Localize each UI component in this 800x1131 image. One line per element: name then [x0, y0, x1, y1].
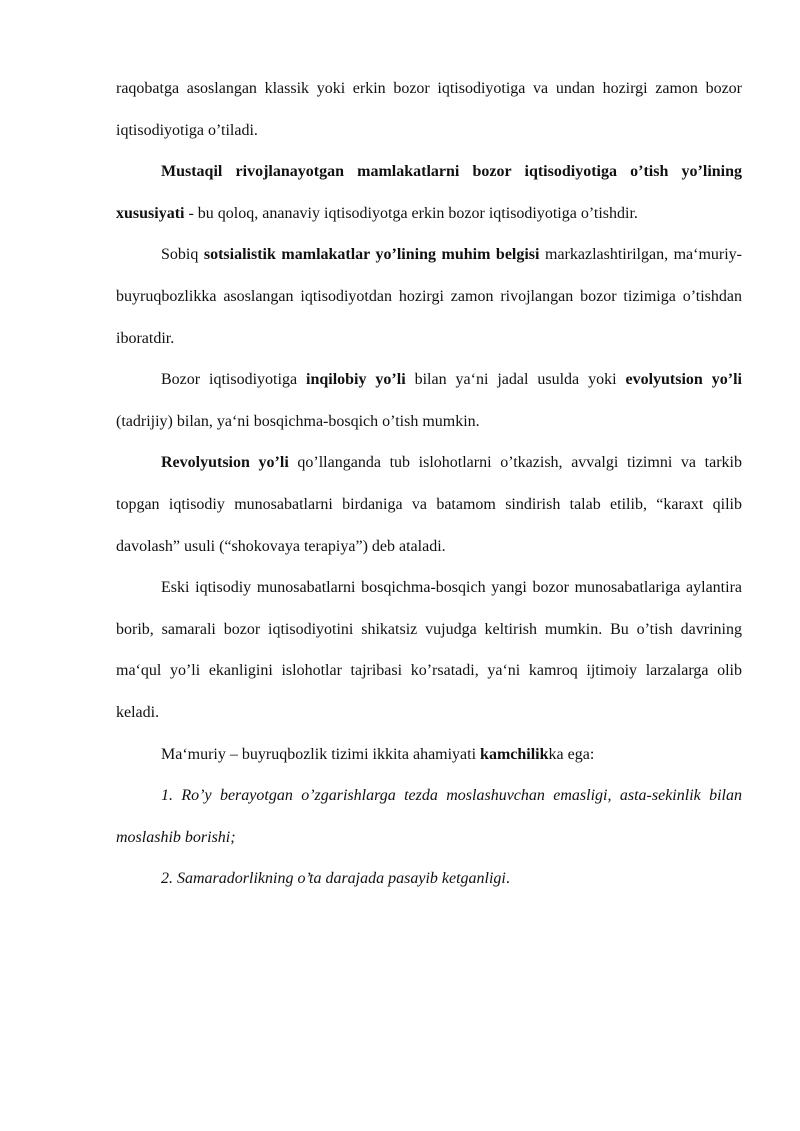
- bold-term: sotsialistik mamlakatlar yo’lining muhim belgisi: [203, 246, 540, 264]
- document-body: [116, 68, 742, 900]
- paragraph-text: - bu qoloq, ananaviy iqtisodiyotga erkin bozor iqtisodiyotiga o’tishdir.: [184, 204, 638, 222]
- italic-text: 1. Ro’y berayotgan o’zgarishlarga tezda moslashuvchan emasligi, asta-sekinlik bilan moslashib borishi;: [116, 787, 742, 846]
- paragraph-socialist-countries: [116, 234, 742, 359]
- paragraph-text: qo’llanganda tub islohotlarni o’tkazish, avvalgi tizimni va tarkib topgan iqtisodiy munosabatlarni birdaniga va batamom sindirish talab etilib, “karaxt qilib davolash” usuli (“shokovaya terapiya”) deb ataladi.: [116, 454, 742, 555]
- paragraph-transition-paths: [116, 359, 742, 442]
- paragraph-text: bilan ya‘ni jadal usulda yoki: [405, 371, 626, 389]
- paragraph-text: markazlashtirilgan, ma‘muriy-buyruqbozlikka asoslangan iqtisodiyotdan hozirgi zamon rivojlangan bozor tizimiga o’tishdan iboratdir.: [116, 246, 743, 347]
- paragraph-text: (tadrijiy) bilan, ya‘ni bosqichma-bosqich o’tish mumkin.: [116, 412, 480, 430]
- bold-term: inqilobiy yo’li: [306, 371, 406, 389]
- bold-term: kamchilik: [480, 745, 549, 763]
- paragraph-developing-countries: [116, 151, 742, 234]
- paragraph-text: Sobiq: [161, 246, 204, 264]
- bold-term: Mustaqil rivojlanayotgan mamlakatlarni bozor iqtisodiyotiga o’tish yo’lining xususiyati: [116, 163, 742, 222]
- bold-term: Revolyutsion yo’li: [161, 454, 289, 472]
- bold-term: evolyutsion yo’li: [625, 371, 742, 389]
- paragraph-text: .: [505, 870, 510, 888]
- paragraph-text: Ma‘muriy – buyruqbozlik tizimi ikkita ahamiyati: [161, 745, 481, 763]
- list-item-1: [116, 775, 742, 858]
- paragraph-gradual-path: [116, 567, 742, 733]
- paragraph-text: Bozor iqtisodiyotiga: [161, 371, 306, 389]
- paragraph-text: raqobatga asoslangan klassik yoki erkin bozor iqtisodiyotiga va undan hozirgi zamon bozor iqtisodiyotiga o’tiladi.: [116, 80, 742, 139]
- list-item-2: [116, 858, 742, 900]
- paragraph-continuation: [116, 68, 742, 151]
- paragraph-shortcomings: [116, 734, 742, 776]
- paragraph-text: Eski iqtisodiy munosabatlarni bosqichma-bosqich yangi bozor munosabatlariga aylantira borib, samarali bozor iqtisodiyotini shikatsiz vujudga keltirish mumkin. Bu o’tish davrining ma‘qul yo’li ekanligini islohotlar tajribasi ko’rsatadi, ya‘ni kamroq ijtimoiy larzalarga olib keladi.: [116, 579, 742, 721]
- italic-text: 2. Samaradorlikning o’ta darajada pasayib ketganligi: [161, 870, 506, 888]
- paragraph-revolutionary-path: [116, 442, 742, 567]
- paragraph-text: ka ega:: [548, 745, 595, 763]
